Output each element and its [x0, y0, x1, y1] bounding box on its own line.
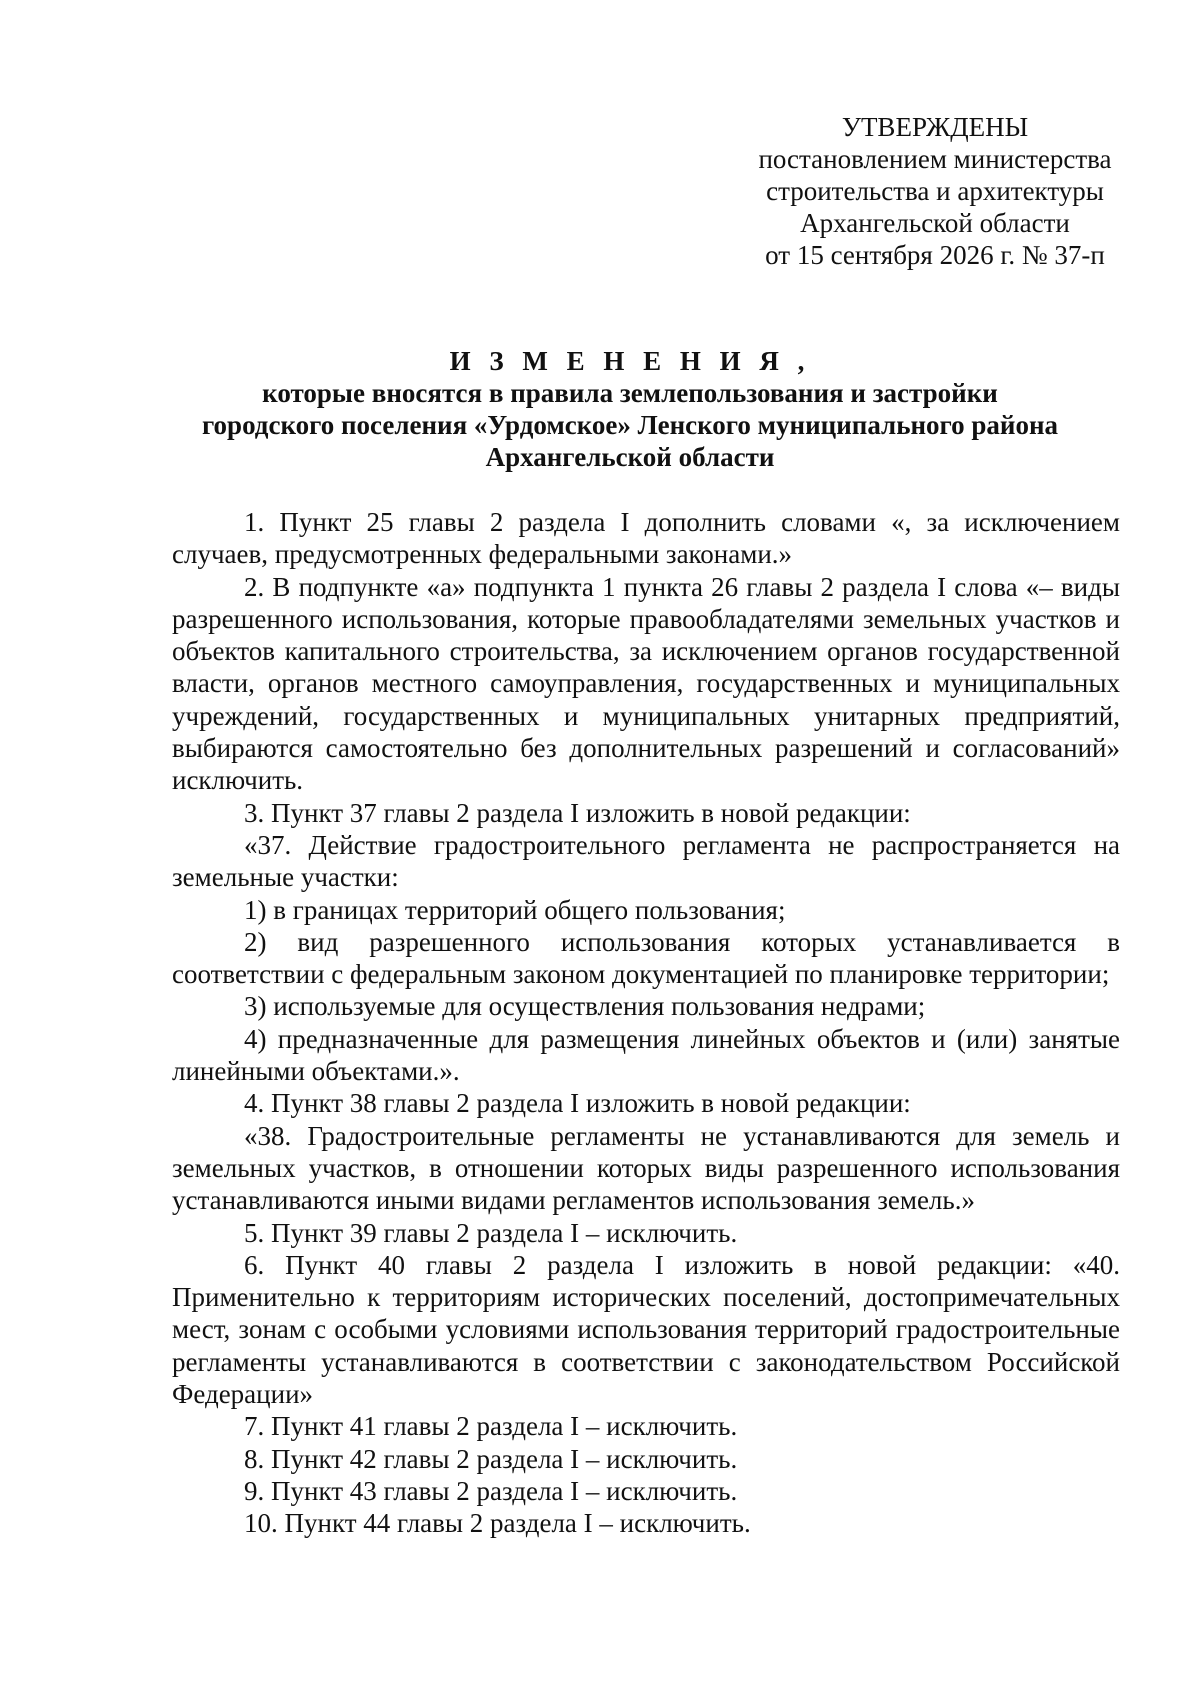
paragraph: 5. Пункт 39 главы 2 раздела I – исключить.	[244, 1217, 738, 1248]
paragraph: «38. Градостроительные регламенты не устанавливаются для земель и земельных участков, в отношении которых виды разрешенного использования устанавливаются иными видами регламентов использования земель.»	[172, 1120, 1120, 1216]
paragraph: 2. В подпункте «а» подпункта 1 пункта 26 главы 2 раздела I слова «– виды разрешенного использования, которые правообладателями земельных участков и объектов капитального строительства, за исключением органов государственной власти, органов местного самоуправления, государственных и муниципальных учреждений, государственных и муниципальных унитарных предприятий, выбираются самостоятельно без дополнительных разрешений и согласований» исключить.	[172, 571, 1120, 796]
paragraph: 3) используемые для осуществления пользования недрами;	[244, 991, 926, 1022]
approval-line: постановлением министерства	[758, 144, 1112, 174]
paragraph: 9. Пункт 43 главы 2 раздела I – исключить.	[244, 1475, 738, 1506]
title-line: которые вносятся в правила землепользования и застройки	[262, 378, 998, 408]
document-body	[172, 506, 1120, 1540]
document-title	[130, 345, 1130, 473]
paragraph: 6. Пункт 40 главы 2 раздела I изложить в новой редакции: «40. Применительно к территориям исторических поселений, достопримечательных мест, зонам с особыми условиями использования территорий градостроительные регламенты устанавливаются в соответствии с законодательством Российской Федерации»	[172, 1249, 1120, 1410]
paragraph: 1. Пункт 25 главы 2 раздела I дополнить словами «, за исключением случаев, предусмотренных федеральными законами.»	[172, 507, 1120, 570]
approval-line: Архангельской области	[800, 208, 1070, 238]
title-heading: И З М Е Н Е Н И Я ,	[449, 346, 811, 376]
approval-line: строительства и архитектуры	[766, 176, 1104, 206]
paragraph: 7. Пункт 41 главы 2 раздела I – исключить.	[244, 1411, 738, 1442]
approval-stamp	[745, 111, 1125, 271]
paragraph: 3. Пункт 37 главы 2 раздела I изложить в новой редакции:	[244, 797, 911, 828]
title-line: Архангельской области	[485, 442, 775, 472]
paragraph: 4) предназначенные для размещения линейных объектов и (или) занятые линейными объектами.».	[172, 1023, 1120, 1087]
title-line: городского поселения «Урдомское» Ленского муниципального района	[201, 410, 1059, 440]
approval-title: УТВЕРЖДЕНЫ	[841, 112, 1029, 142]
paragraph: 4. Пункт 38 главы 2 раздела I изложить в новой редакции:	[244, 1088, 911, 1119]
paragraph: 8. Пункт 42 главы 2 раздела I – исключить.	[244, 1443, 738, 1474]
paragraph: «37. Действие градостроительного регламента не распространяется на земельные участки:	[172, 829, 1120, 893]
paragraph: 10. Пункт 44 главы 2 раздела I – исключить.	[244, 1508, 751, 1539]
paragraph: 2) вид разрешенного использования которых устанавливается в соответствии с федеральным законом документацией по планировке территории;	[172, 926, 1120, 990]
approval-date: от 15 сентября 2026 г. № 37-п	[765, 240, 1105, 270]
paragraph: 1) в границах территорий общего пользования;	[244, 894, 786, 925]
